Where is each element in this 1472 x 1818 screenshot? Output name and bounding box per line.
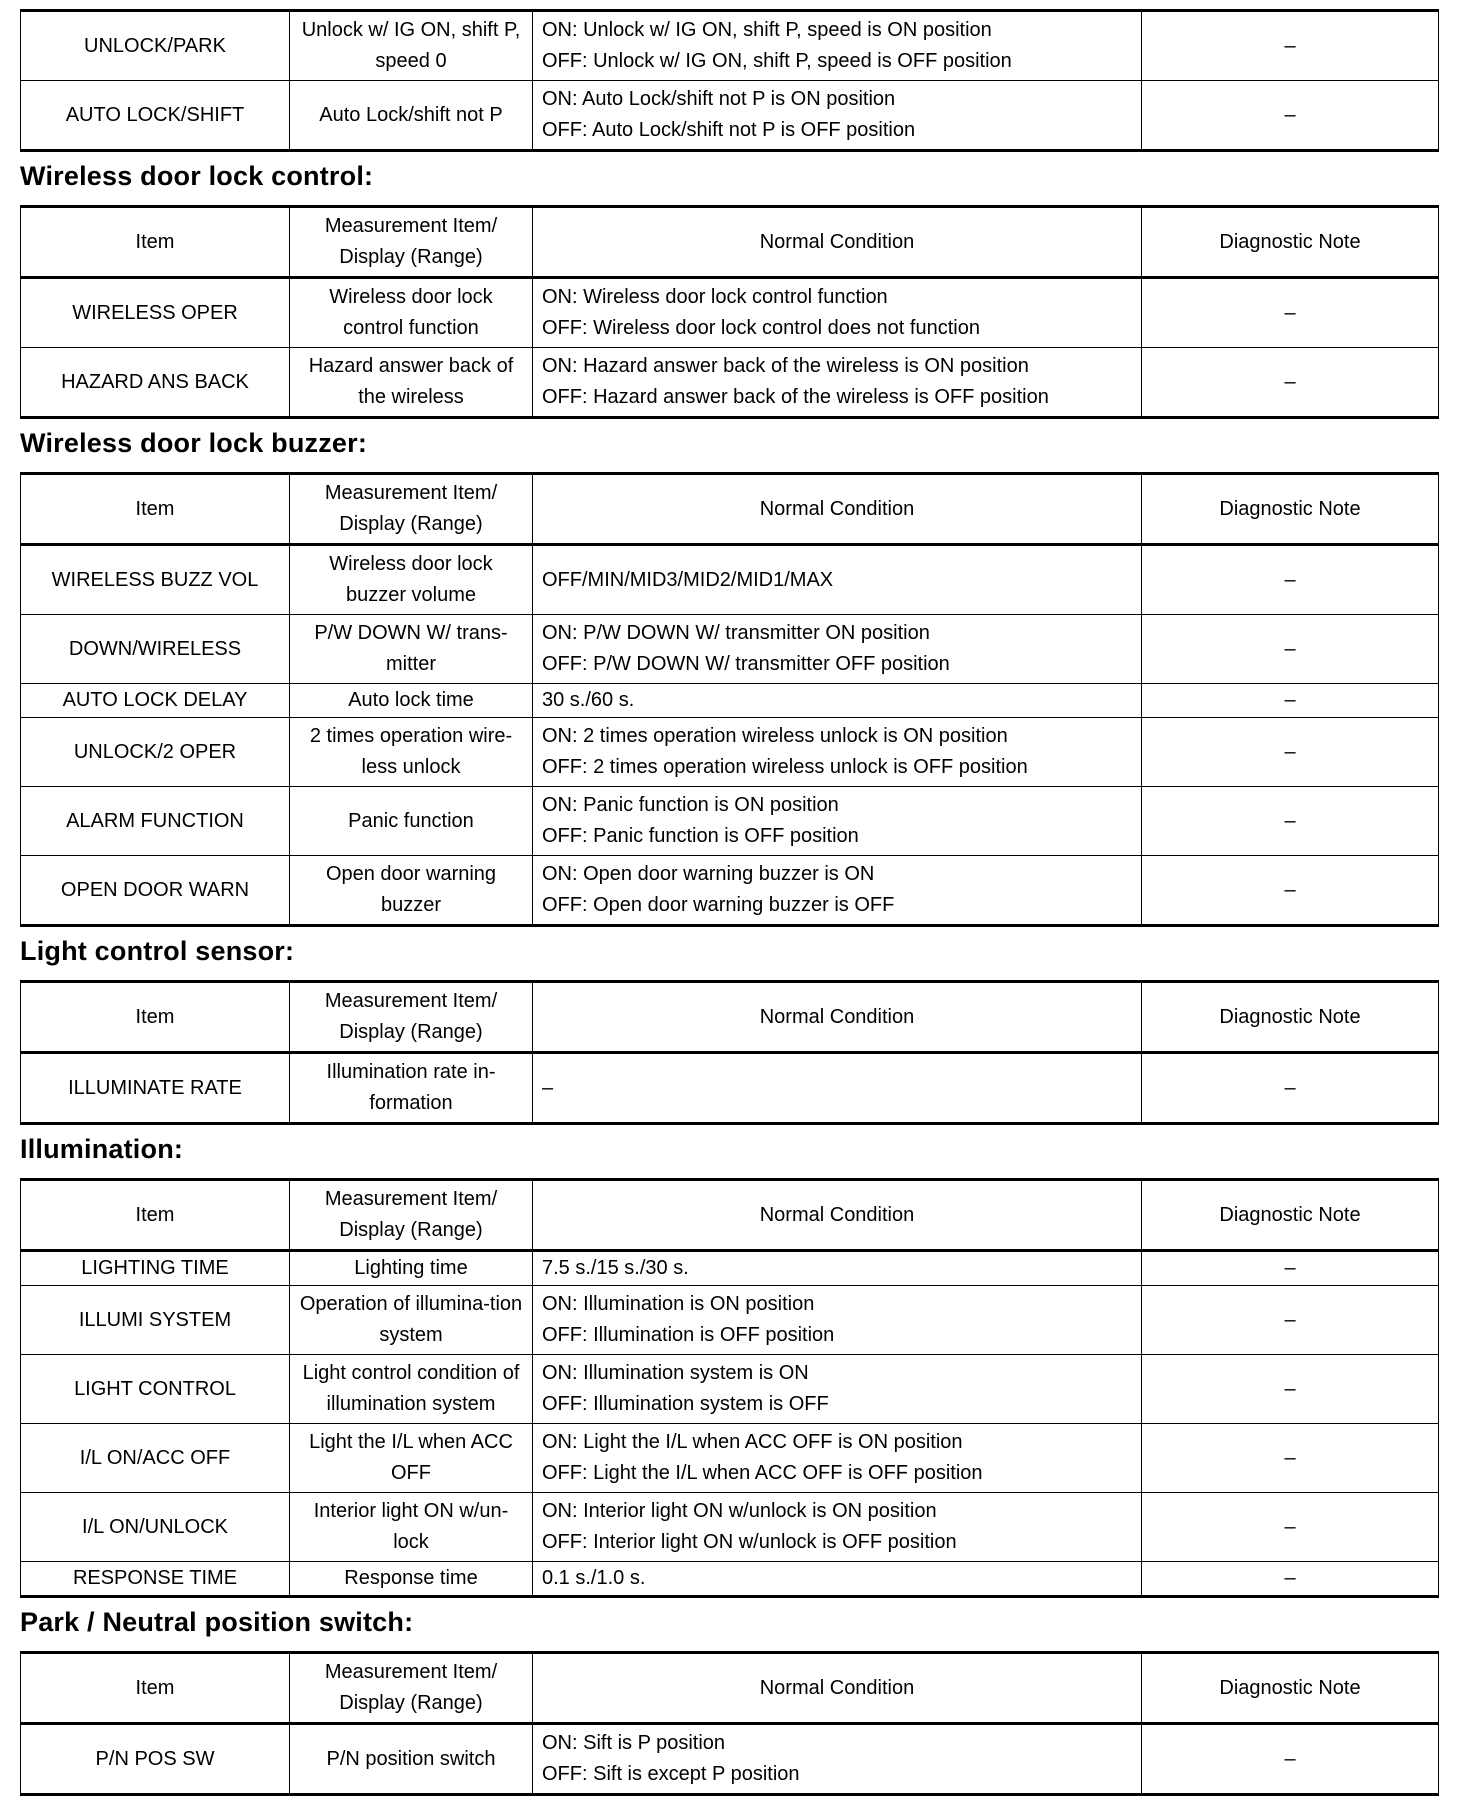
- header-diagnostic-note: Diagnostic Note: [1142, 1180, 1439, 1251]
- note-cell: –: [1142, 615, 1439, 684]
- condition-line: OFF: Illumination is OFF position: [542, 1324, 835, 1346]
- note-cell: –: [1142, 1493, 1439, 1562]
- measurement-cell: Illumination rate in-formation: [290, 1053, 533, 1124]
- table-row: [21, 718, 1439, 787]
- condition-cell: [533, 718, 1142, 787]
- table-header-row: [21, 207, 1439, 278]
- header-normal-condition: Normal Condition: [533, 207, 1142, 278]
- table-row: [21, 81, 1439, 151]
- table-row: [21, 1562, 1439, 1597]
- item-cell: AUTO LOCK DELAY: [21, 684, 290, 718]
- table-row: [21, 278, 1439, 348]
- item-cell: ILLUMINATE RATE: [21, 1053, 290, 1124]
- condition-cell: [533, 684, 1142, 718]
- note-cell: –: [1142, 718, 1439, 787]
- measurement-cell: Hazard answer back of the wireless: [290, 348, 533, 418]
- measurement-cell: Wireless door lock control function: [290, 278, 533, 348]
- section-heading: Wireless door lock control:: [20, 161, 374, 191]
- condition-line: OFF: Open door warning buzzer is OFF: [542, 894, 895, 916]
- condition-line: ON: Auto Lock/shift not P is ON position: [542, 88, 896, 110]
- table-row: [21, 1053, 1439, 1124]
- condition-line: OFF: 2 times operation wireless unlock is OFF position: [542, 756, 1028, 778]
- header-measurement: Measurement Item/ Display (Range): [290, 474, 533, 545]
- condition-line: OFF: Illumination system is OFF: [542, 1393, 829, 1415]
- header-item: Item: [21, 207, 290, 278]
- header-item: Item: [21, 1653, 290, 1724]
- measurement-cell: Operation of illumina-tion system: [290, 1286, 533, 1355]
- table-row: [21, 1424, 1439, 1493]
- item-cell: ALARM FUNCTION: [21, 787, 290, 856]
- section-heading: Park / Neutral position switch:: [20, 1607, 414, 1637]
- condition-cell: [533, 856, 1142, 926]
- table-row: [21, 11, 1439, 81]
- measurement-cell: 2 times operation wire-less unlock: [290, 718, 533, 787]
- note-cell: –: [1142, 684, 1439, 718]
- item-cell: P/N POS SW: [21, 1724, 290, 1795]
- table-row: [21, 1355, 1439, 1424]
- item-cell: I/L ON/ACC OFF: [21, 1424, 290, 1493]
- condition-line: OFF: Light the I/L when ACC OFF is OFF position: [542, 1462, 983, 1484]
- condition-line: ON: Panic function is ON position: [542, 794, 839, 816]
- table-row: [21, 615, 1439, 684]
- note-cell: –: [1142, 81, 1439, 151]
- table-header-row: [21, 1180, 1439, 1251]
- condition-line: ON: Hazard answer back of the wireless is ON position: [542, 355, 1029, 377]
- note-cell: –: [1142, 1562, 1439, 1597]
- item-cell: RESPONSE TIME: [21, 1562, 290, 1597]
- measurement-cell: Auto Lock/shift not P: [290, 81, 533, 151]
- table-row: [21, 684, 1439, 718]
- data-table: [20, 1651, 1439, 1796]
- item-cell: AUTO LOCK/SHIFT: [21, 81, 290, 151]
- condition-cell: [533, 1251, 1142, 1286]
- condition-line: ON: P/W DOWN W/ transmitter ON position: [542, 622, 930, 644]
- data-table: [20, 980, 1439, 1125]
- condition-cell: [533, 1424, 1142, 1493]
- measurement-cell: Unlock w/ IG ON, shift P, speed 0: [290, 11, 533, 81]
- condition-cell: [533, 1286, 1142, 1355]
- header-normal-condition: Normal Condition: [533, 474, 1142, 545]
- note-cell: –: [1142, 545, 1439, 615]
- item-cell: HAZARD ANS BACK: [21, 348, 290, 418]
- header-diagnostic-note: Diagnostic Note: [1142, 474, 1439, 545]
- condition-cell: [533, 81, 1142, 151]
- condition-line: ON: Illumination system is ON: [542, 1362, 809, 1384]
- note-cell: –: [1142, 1724, 1439, 1795]
- header-measurement: Measurement Item/ Display (Range): [290, 1180, 533, 1251]
- measurement-cell: Panic function: [290, 787, 533, 856]
- table-row: [21, 545, 1439, 615]
- measurement-cell: Auto lock time: [290, 684, 533, 718]
- note-cell: –: [1142, 11, 1439, 81]
- header-diagnostic-note: Diagnostic Note: [1142, 1653, 1439, 1724]
- condition-line: 7.5 s./15 s./30 s.: [542, 1257, 689, 1279]
- data-table: [20, 472, 1439, 927]
- item-cell: WIRELESS OPER: [21, 278, 290, 348]
- table-row: [21, 348, 1439, 418]
- note-cell: –: [1142, 1053, 1439, 1124]
- condition-line: –: [542, 1076, 554, 1099]
- table-row: [21, 1493, 1439, 1562]
- condition-line: ON: Sift is P position: [542, 1732, 726, 1754]
- condition-line: ON: Unlock w/ IG ON, shift P, speed is ON position: [542, 19, 992, 41]
- document: [20, 9, 1438, 1796]
- note-cell: –: [1142, 1286, 1439, 1355]
- note-cell: –: [1142, 1251, 1439, 1286]
- measurement-cell: Interior light ON w/un-lock: [290, 1493, 533, 1562]
- condition-line: ON: 2 times operation wireless unlock is ON position: [542, 725, 1008, 747]
- table-row: [21, 1251, 1439, 1286]
- measurement-cell: Response time: [290, 1562, 533, 1597]
- table-row: [21, 856, 1439, 926]
- item-cell: OPEN DOOR WARN: [21, 856, 290, 926]
- condition-cell: [533, 1053, 1142, 1124]
- header-item: Item: [21, 474, 290, 545]
- measurement-cell: P/N position switch: [290, 1724, 533, 1795]
- table-header-row: [21, 982, 1439, 1053]
- measurement-cell: Lighting time: [290, 1251, 533, 1286]
- measurement-cell: P/W DOWN W/ trans-mitter: [290, 615, 533, 684]
- condition-line: OFF: P/W DOWN W/ transmitter OFF position: [542, 653, 950, 675]
- table-header-row: [21, 474, 1439, 545]
- header-diagnostic-note: Diagnostic Note: [1142, 982, 1439, 1053]
- section-heading: Wireless door lock buzzer:: [20, 428, 368, 458]
- note-cell: –: [1142, 1424, 1439, 1493]
- header-item: Item: [21, 982, 290, 1053]
- condition-cell: [533, 615, 1142, 684]
- item-cell: UNLOCK/2 OPER: [21, 718, 290, 787]
- item-cell: ILLUMI SYSTEM: [21, 1286, 290, 1355]
- header-diagnostic-note: Diagnostic Note: [1142, 207, 1439, 278]
- condition-line: OFF: Wireless door lock control does not function: [542, 317, 980, 339]
- item-cell: I/L ON/UNLOCK: [21, 1493, 290, 1562]
- condition-line: OFF: Sift is except P position: [542, 1763, 800, 1785]
- condition-cell: [533, 1562, 1142, 1597]
- condition-cell: [533, 787, 1142, 856]
- section-heading: Light control sensor:: [20, 936, 295, 966]
- measurement-cell: Open door warning buzzer: [290, 856, 533, 926]
- condition-line: ON: Wireless door lock control function: [542, 286, 888, 308]
- condition-cell: [533, 545, 1142, 615]
- condition-line: OFF/MIN/MID3/MID2/MID1/MAX: [542, 568, 834, 591]
- condition-line: ON: Light the I/L when ACC OFF is ON position: [542, 1431, 963, 1453]
- condition-cell: [533, 11, 1142, 81]
- note-cell: –: [1142, 787, 1439, 856]
- condition-cell: [533, 348, 1142, 418]
- table-row: [21, 1724, 1439, 1795]
- header-measurement: Measurement Item/ Display (Range): [290, 982, 533, 1053]
- data-table: [20, 205, 1439, 419]
- header-measurement: Measurement Item/ Display (Range): [290, 207, 533, 278]
- condition-cell: [533, 278, 1142, 348]
- condition-line: ON: Interior light ON w/unlock is ON position: [542, 1500, 937, 1522]
- table-row: [21, 1286, 1439, 1355]
- header-normal-condition: Normal Condition: [533, 1653, 1142, 1724]
- condition-line: OFF: Panic function is OFF position: [542, 825, 859, 847]
- section-heading: Illumination:: [20, 1134, 184, 1164]
- note-cell: –: [1142, 348, 1439, 418]
- condition-line: 0.1 s./1.0 s.: [542, 1567, 646, 1589]
- note-cell: –: [1142, 1355, 1439, 1424]
- item-cell: UNLOCK/PARK: [21, 11, 290, 81]
- data-table: [20, 1178, 1439, 1598]
- condition-line: OFF: Hazard answer back of the wireless is OFF position: [542, 386, 1049, 408]
- condition-line: OFF: Unlock w/ IG ON, shift P, speed is OFF position: [542, 50, 1012, 72]
- condition-cell: [533, 1724, 1142, 1795]
- header-item: Item: [21, 1180, 290, 1251]
- item-cell: LIGHTING TIME: [21, 1251, 290, 1286]
- item-cell: DOWN/WIRELESS: [21, 615, 290, 684]
- header-normal-condition: Normal Condition: [533, 1180, 1142, 1251]
- condition-line: ON: Open door warning buzzer is ON: [542, 863, 875, 885]
- note-cell: –: [1142, 856, 1439, 926]
- condition-cell: [533, 1355, 1142, 1424]
- measurement-cell: Light control condition of illumination system: [290, 1355, 533, 1424]
- header-normal-condition: Normal Condition: [533, 982, 1142, 1053]
- data-table: [20, 9, 1439, 152]
- condition-line: OFF: Interior light ON w/unlock is OFF position: [542, 1531, 957, 1553]
- condition-line: 30 s./60 s.: [542, 689, 635, 711]
- measurement-cell: Wireless door lock buzzer volume: [290, 545, 533, 615]
- table-row: [21, 787, 1439, 856]
- measurement-cell: Light the I/L when ACC OFF: [290, 1424, 533, 1493]
- condition-cell: [533, 1493, 1142, 1562]
- note-cell: –: [1142, 278, 1439, 348]
- item-cell: LIGHT CONTROL: [21, 1355, 290, 1424]
- item-cell: WIRELESS BUZZ VOL: [21, 545, 290, 615]
- condition-line: OFF: Auto Lock/shift not P is OFF position: [542, 119, 916, 141]
- table-header-row: [21, 1653, 1439, 1724]
- condition-line: ON: Illumination is ON position: [542, 1293, 815, 1315]
- header-measurement: Measurement Item/ Display (Range): [290, 1653, 533, 1724]
